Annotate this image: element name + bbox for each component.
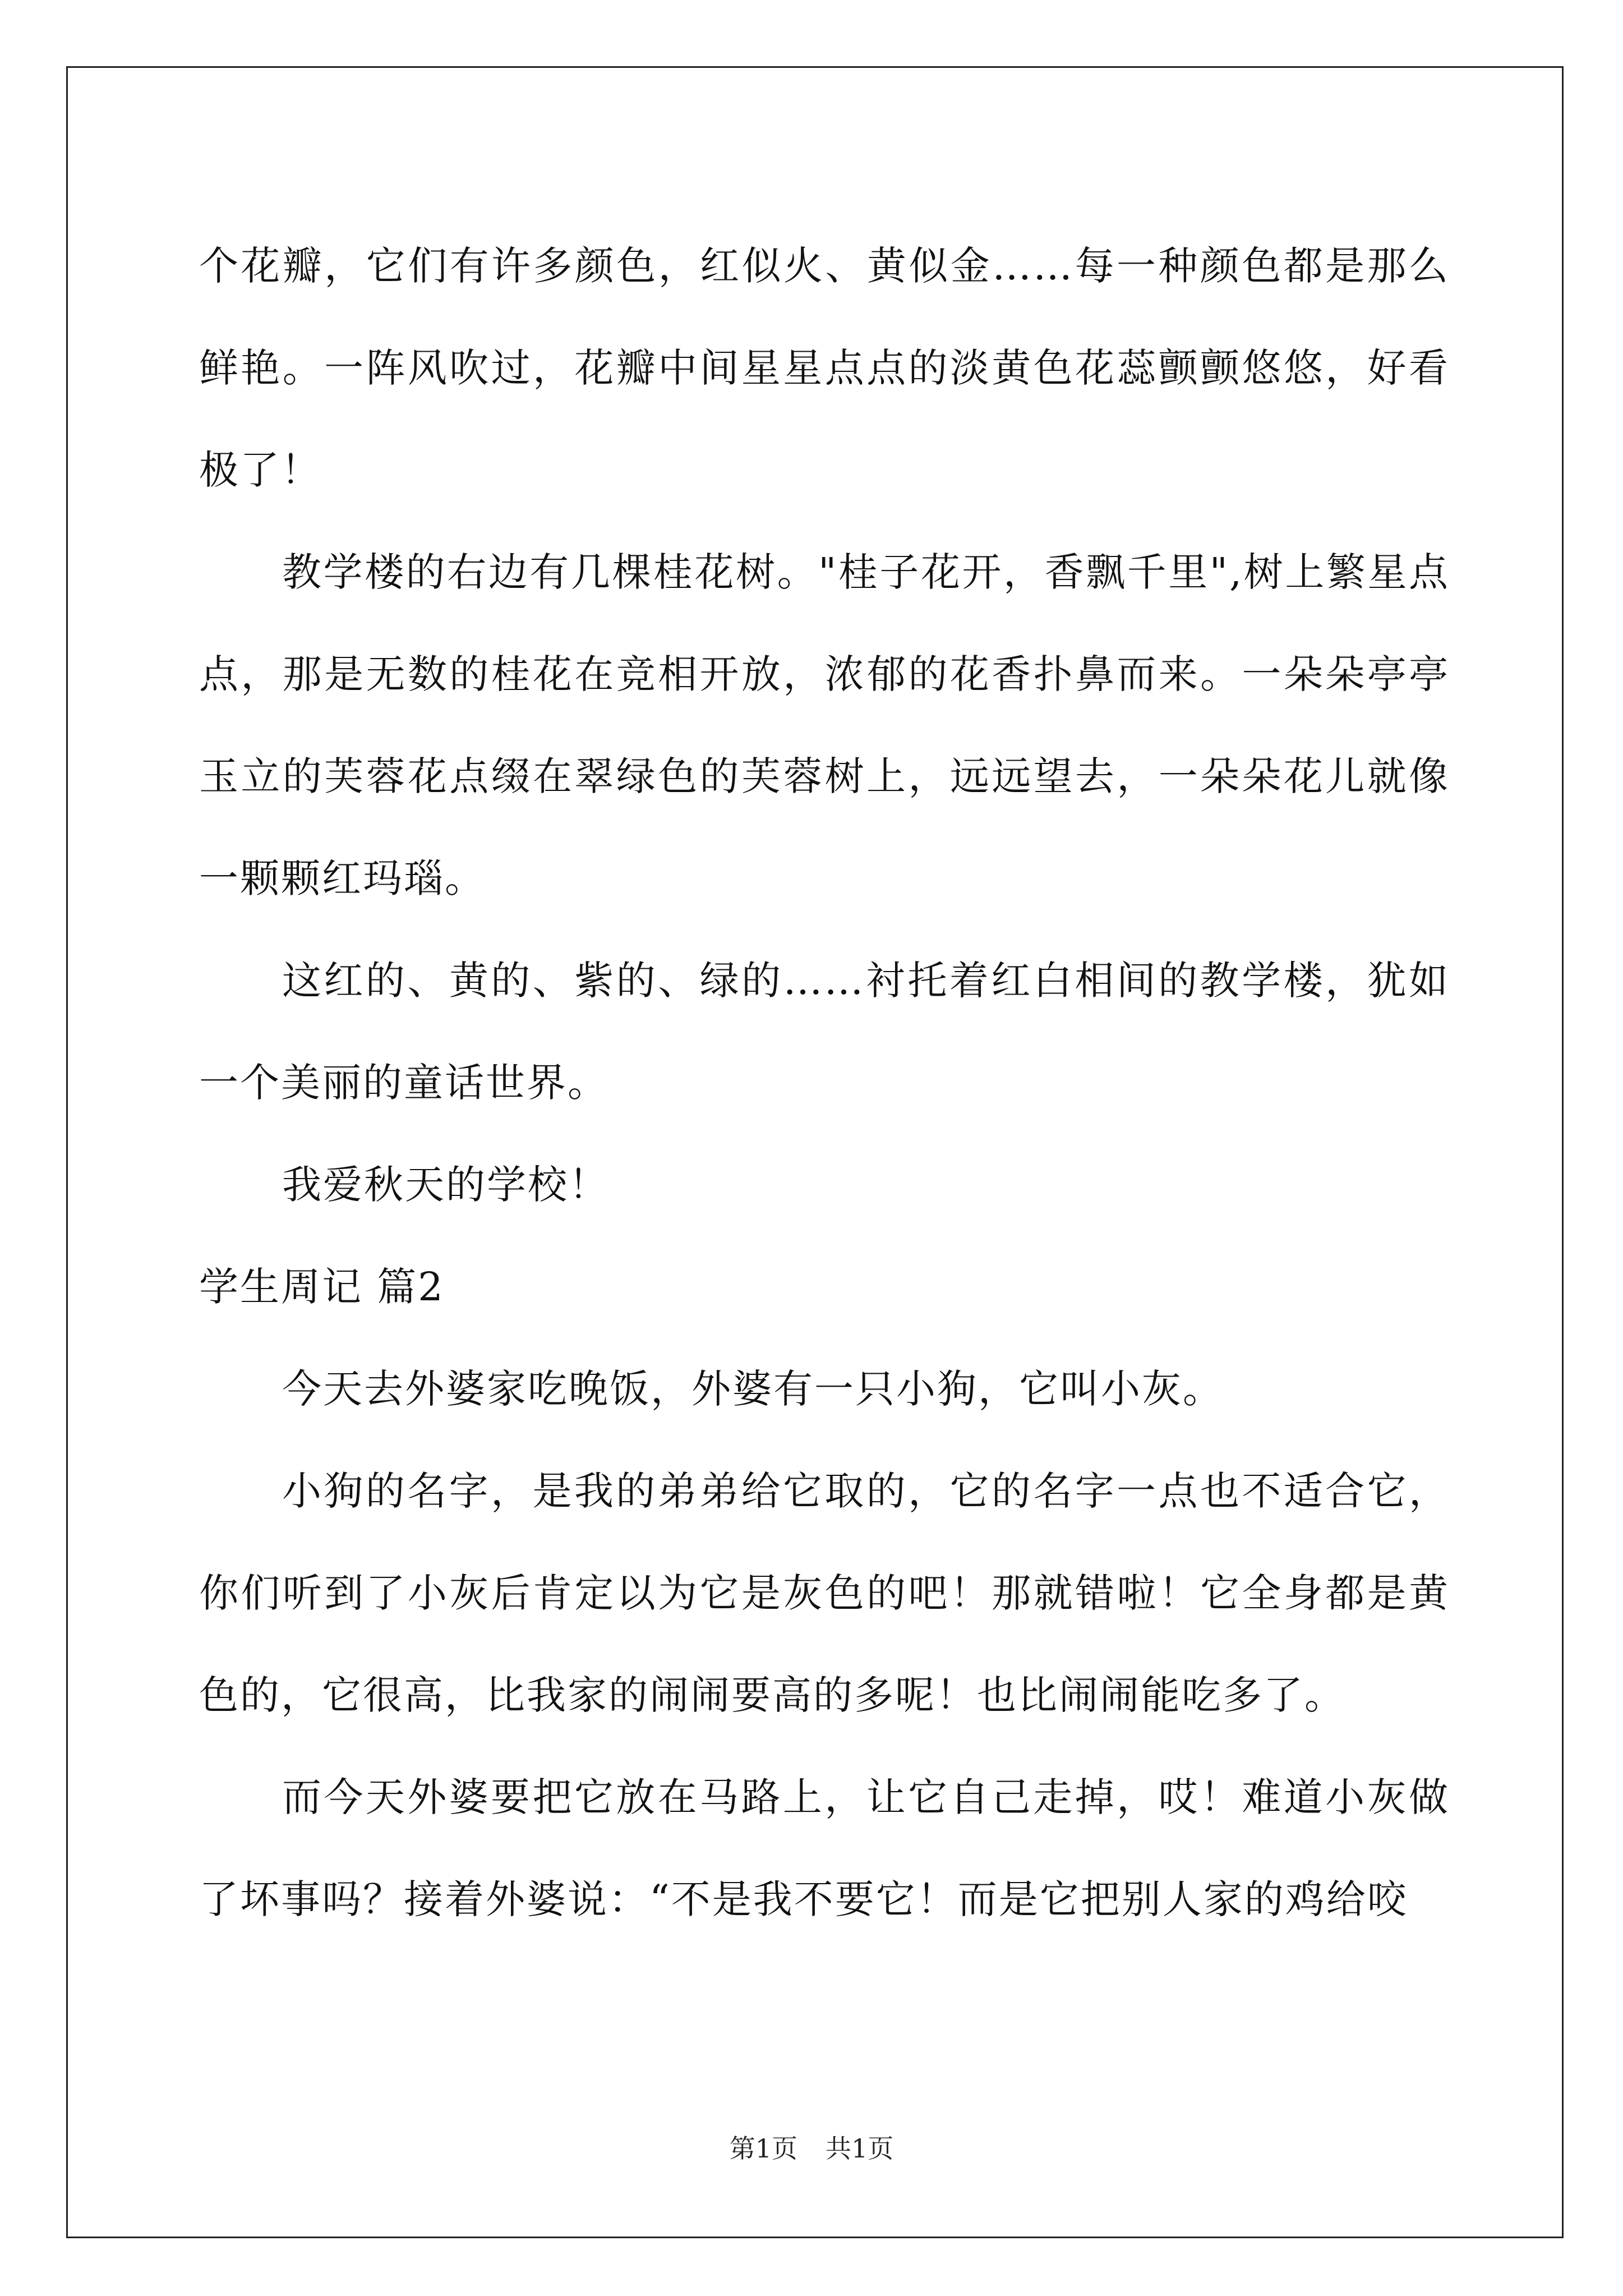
paragraph-fairy-tale: 这红的、黄的、紫的、绿的……衬托着红白相间的教学楼，犹如一个美丽的童话世界。	[199, 958, 1450, 1106]
document-body	[199, 215, 1450, 1950]
page-number-total: 共1页	[826, 2133, 894, 2164]
section-heading: 学生周记 篇2	[199, 1264, 445, 1310]
paragraph-dinner: 今天去外婆家吃晚饭，外婆有一只小狗，它叫小灰。	[282, 1366, 1224, 1412]
page-number-current: 第1页	[729, 2133, 797, 2164]
paragraph-osmanthus: 教学楼的右边有几棵桂花树。"桂子花开，香飘千里",树上繁星点点，那是无数的桂花在竞相开放，浓郁的花香扑鼻而来。一朵朵亭亭玉立的芙蓉花点缀在翠绿色的芙蓉树上，远远望去，一朵朵花儿就像一颗颗红玛瑙。	[199, 549, 1450, 901]
paragraph-dog-name: 小狗的名字，是我的弟弟给它取的，它的名字一点也不适合它，你们听到了小灰后肯定以为它是灰色的吧！那就错啦！它全身都是黄色的，它很高，比我家的闹闹要高的多呢！也比闹闹能吃多了。	[199, 1468, 1450, 1718]
paragraph-continued: 个花瓣，它们有许多颜色，红似火、黄似金……每一种颜色都是那么鲜艳。一阵风吹过，花瓣中间星星点点的淡黄色花蕊颤颤悠悠，好看极了！	[199, 243, 1450, 493]
paragraph-road: 而今天外婆要把它放在马路上，让它自己走掉，哎！难道小灰做了坏事吗？接着外婆说：“不是我不要它！而是它把别人家的鸡给咬	[199, 1774, 1450, 1922]
page-footer	[0, 2132, 1623, 2165]
paragraph-love-school: 我爱秋天的学校！	[282, 1162, 610, 1208]
